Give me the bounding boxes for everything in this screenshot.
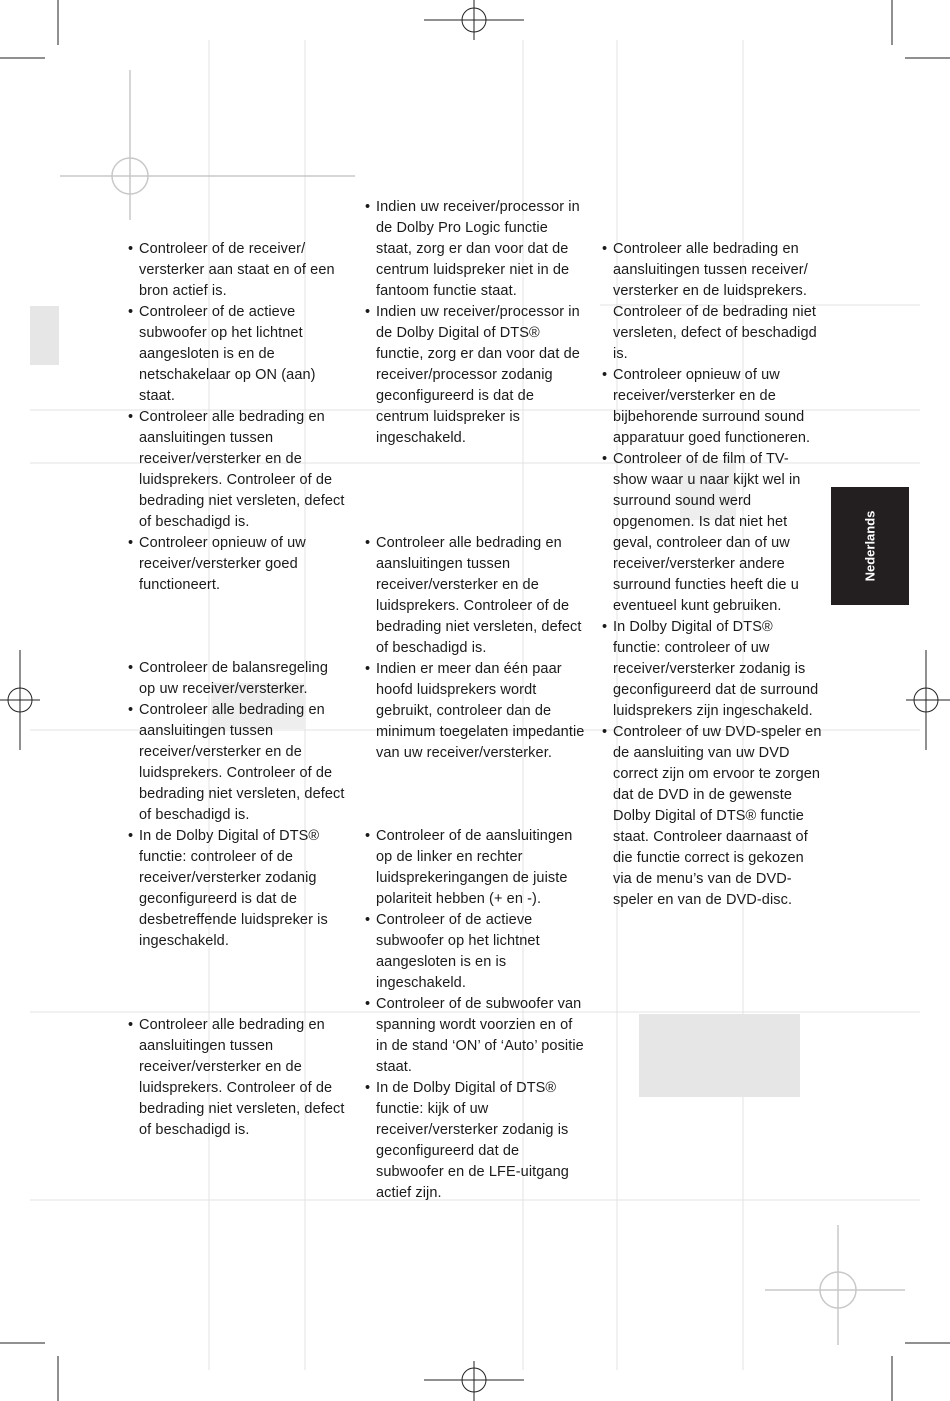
list-item: • In de Dolby Digital of DTS® functie: kijk of uw receiver/versterker zodanig is geconfigureerd dat de subwoofer en de LFE-uitgang actief zijn. [365,1078,585,1204]
troubleshoot-group-6 [365,826,585,1204]
list-item: • Controleer of uw DVD-speler en de aansluiting van uw DVD correct zijn om ervoor te zorgen dat de DVD in de gewenste Dolby Digital of DTS® functie staat. Controleer daarnaast of die functie correct is gekozen via de menu’s van de DVD-speler en van de DVD-disc. [602,722,822,911]
troubleshoot-group-1 [128,239,348,596]
list-item: • Controleer of de receiver/ versterker aan staat en of een bron actief is. [128,239,348,302]
list-item: • Controleer alle bedrading en aansluitingen tussen receiver/versterker en de luidsprekers. Controleer of de bedrading niet versleten, defect of beschadigd is. [128,700,348,826]
list-item: • Controleer opnieuw of uw receiver/versterker en de bijbehorende surround sound apparatuur goed functioneren. [602,365,822,449]
list-item: • In de Dolby Digital of DTS® functie: controleer of de receiver/versterker zodanig geconfigureerd is dat de desbetreffende luidspreker is ingeschakeld. [128,826,348,952]
list-item: • Controleer of de film of TV-show waar u naar kijkt wel in surround sound werd opgenomen. Is dat niet het geval, controleer dan of uw receiver/versterker andere surround functies heeft die u eventueel kunt gebruiken. [602,449,822,617]
gray-swatch-bottom-right [639,1014,800,1097]
list-item: • In Dolby Digital of DTS® functie: controleer of uw receiver/versterker zodanig is geconfigureerd dat de surround luidsprekers zijn ingeschakeld. [602,617,822,722]
list-item: • Indien er meer dan één paar hoofd luidsprekers wordt gebruikt, controleer dan de minimum toegelaten impedantie van uw receiver/versterker. [365,659,585,764]
troubleshoot-group-3 [128,1015,348,1141]
troubleshoot-group-7 [602,239,822,911]
list-item: • Controleer alle bedrading en aansluitingen tussen receiver/ versterker en de luidsprekers. Controleer of de bedrading niet versleten, defect of beschadigd is. [602,239,822,365]
list-item: • Controleer of de actieve subwoofer op het lichtnet aangesloten is en de netschakelaar op ON (aan) staat. [128,302,348,407]
list-item: • Controleer opnieuw of uw receiver/versterker goed functioneert. [128,533,348,596]
troubleshoot-group-5 [365,533,585,764]
language-tab [831,487,909,605]
list-item: • Controleer alle bedrading en aansluitingen tussen receiver/versterker en de luidsprekers. Controleer of de bedrading niet versleten, defect of beschadigd is. [128,407,348,533]
list-item: • Controleer alle bedrading en aansluitingen tussen receiver/versterker en de luidsprekers. Controleer of de bedrading niet versleten, defect of beschadigd is. [365,533,585,659]
list-item: • Controleer of de aansluitingen op de linker en rechter luidsprekeringangen de juiste polariteit hebben (+ en -). [365,826,585,910]
list-item: • Controleer of de actieve subwoofer op het lichtnet aangesloten is en is ingeschakeld. [365,910,585,994]
troubleshoot-group-4 [365,197,585,449]
list-item: • Controleer alle bedrading en aansluitingen tussen receiver/versterker en de luidsprekers. Controleer of de bedrading niet versleten, defect of beschadigd is. [128,1015,348,1141]
list-item: • Indien uw receiver/processor in de Dolby Pro Logic functie staat, zorg er dan voor dat de centrum luidspreker niet in de fantoom functie staat. [365,197,585,302]
list-item: • Controleer of de subwoofer van spanning wordt voorzien en of in de stand ‘ON’ of ‘Auto’ positie staat. [365,994,585,1078]
language-tab-label: Nederlands [862,510,878,582]
list-item: • Indien uw receiver/processor in de Dolby Digital of DTS® functie, zorg er dan voor dat de receiver/processor zodanig geconfigureerd is dat de centrum luidspreker is ingeschakeld. [365,302,585,449]
troubleshoot-group-2 [128,658,348,952]
gray-swatch-left [30,306,59,365]
list-item: • Controleer de balansregeling op uw receiver/versterker. [128,658,348,700]
